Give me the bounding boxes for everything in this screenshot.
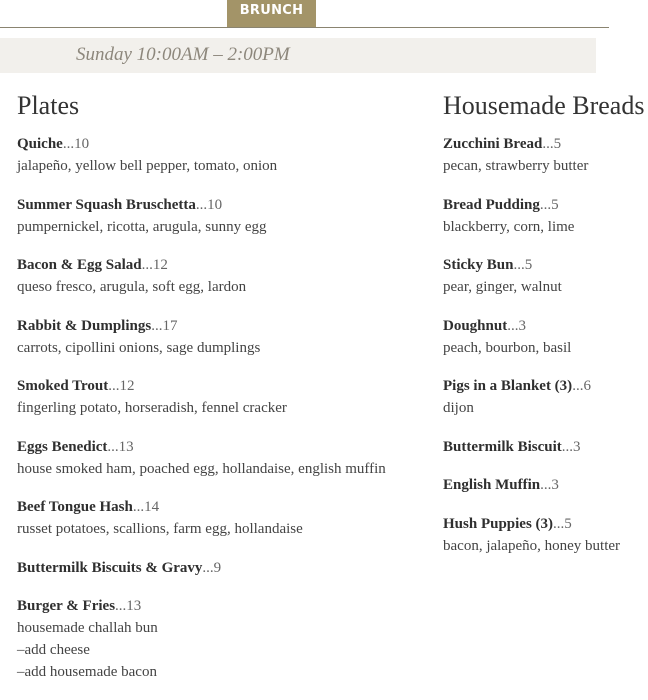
menu-item [443, 436, 648, 458]
item-price: ...5 [553, 515, 572, 532]
item-description: pumpernickel, ricotta, arugula, sunny egg [17, 218, 267, 235]
item-description: house smoked ham, poached egg, hollandaise, english muffin [17, 460, 386, 477]
item-name: Hush Puppies (3) [443, 515, 554, 532]
menu-item [17, 595, 437, 683]
menu-item [443, 254, 648, 298]
menu-item [17, 496, 437, 540]
item-name: Bread Pudding [443, 196, 540, 213]
item-price: ...17 [151, 317, 178, 334]
menu-item [443, 315, 648, 359]
plates-section [17, 89, 437, 700]
item-description: bacon, jalapeño, honey butter [443, 537, 621, 554]
hours-text: Sunday 10:00AM – 2:00PM [76, 44, 290, 65]
item-description: housemade challah bun [17, 620, 158, 636]
item-description: carrots, cipollini onions, sage dumplings [17, 339, 261, 356]
item-name: Beef Tongue Hash [17, 499, 133, 515]
item-name: Buttermilk Biscuit [443, 438, 562, 455]
item-description: russet potatoes, scallions, farm egg, hollandaise [17, 521, 303, 537]
item-price: ...3 [540, 477, 559, 493]
menu-item [17, 375, 437, 419]
item-description: peach, bourbon, basil [443, 339, 572, 356]
item-name: Zucchini Bread [443, 136, 543, 152]
item-price: ...5 [539, 196, 559, 213]
item-name: Doughnut [443, 317, 508, 334]
item-price: ...12 [141, 257, 168, 273]
menu-item [17, 133, 437, 177]
item-name: Bacon & Egg Salad [17, 257, 142, 273]
item-name: Burger & Fries [17, 598, 116, 614]
item-name: Smoked Trout [17, 378, 109, 394]
item-description: –add cheese [17, 642, 90, 658]
section-title: Plates [17, 91, 80, 120]
item-price: ...3 [507, 317, 526, 334]
item-price: ...14 [132, 499, 160, 515]
tab-brunch[interactable]: BRUNCH [227, 0, 316, 27]
item-description: jalapeño, yellow bell pepper, tomato, onion [17, 158, 278, 174]
hours-banner [0, 38, 596, 73]
item-price: ...5 [542, 136, 562, 152]
item-description: –add housemade bacon [17, 664, 157, 680]
item-name: Eggs Benedict [17, 438, 108, 455]
item-name: Quiche [17, 136, 63, 152]
item-description: dijon [443, 400, 474, 416]
menu-item [17, 194, 437, 238]
menu-item [17, 436, 437, 480]
item-price: ...10 [62, 136, 90, 152]
item-name: Rabbit & Dumplings [17, 317, 152, 334]
menu-item [443, 375, 648, 419]
item-name: Sticky Bun [443, 257, 514, 273]
item-description: pear, ginger, walnut [443, 279, 562, 295]
item-description: queso fresco, arugula, soft egg, lardon [17, 279, 247, 295]
item-name: Buttermilk Biscuits & Gravy [17, 559, 203, 576]
item-description: fingerling potato, horseradish, fennel cracker [17, 400, 287, 416]
breads-section [443, 89, 648, 573]
tab-divider [0, 27, 609, 28]
item-price: ...12 [108, 378, 135, 394]
item-price: ...3 [561, 438, 581, 455]
item-price: ...5 [513, 257, 533, 273]
menu-item [17, 254, 437, 298]
menu-item [443, 513, 648, 557]
item-description: blackberry, corn, lime [443, 218, 575, 235]
item-price: ...6 [572, 378, 591, 394]
item-name: Summer Squash Bruschetta [17, 196, 196, 213]
menu-item [443, 133, 648, 177]
section-title: Housemade Breads [443, 91, 645, 120]
item-price: ...13 [115, 598, 142, 614]
menu-item [443, 474, 648, 496]
item-price: ...13 [107, 438, 134, 455]
menu-item [443, 194, 648, 238]
item-description: pecan, strawberry butter [443, 158, 589, 174]
item-price: ...9 [202, 559, 222, 576]
item-name: Pigs in a Blanket (3) [443, 378, 573, 394]
menu-item [17, 557, 437, 579]
menu-item [17, 315, 437, 359]
item-price: ...10 [195, 196, 223, 213]
item-name: English Muffin [443, 477, 541, 493]
